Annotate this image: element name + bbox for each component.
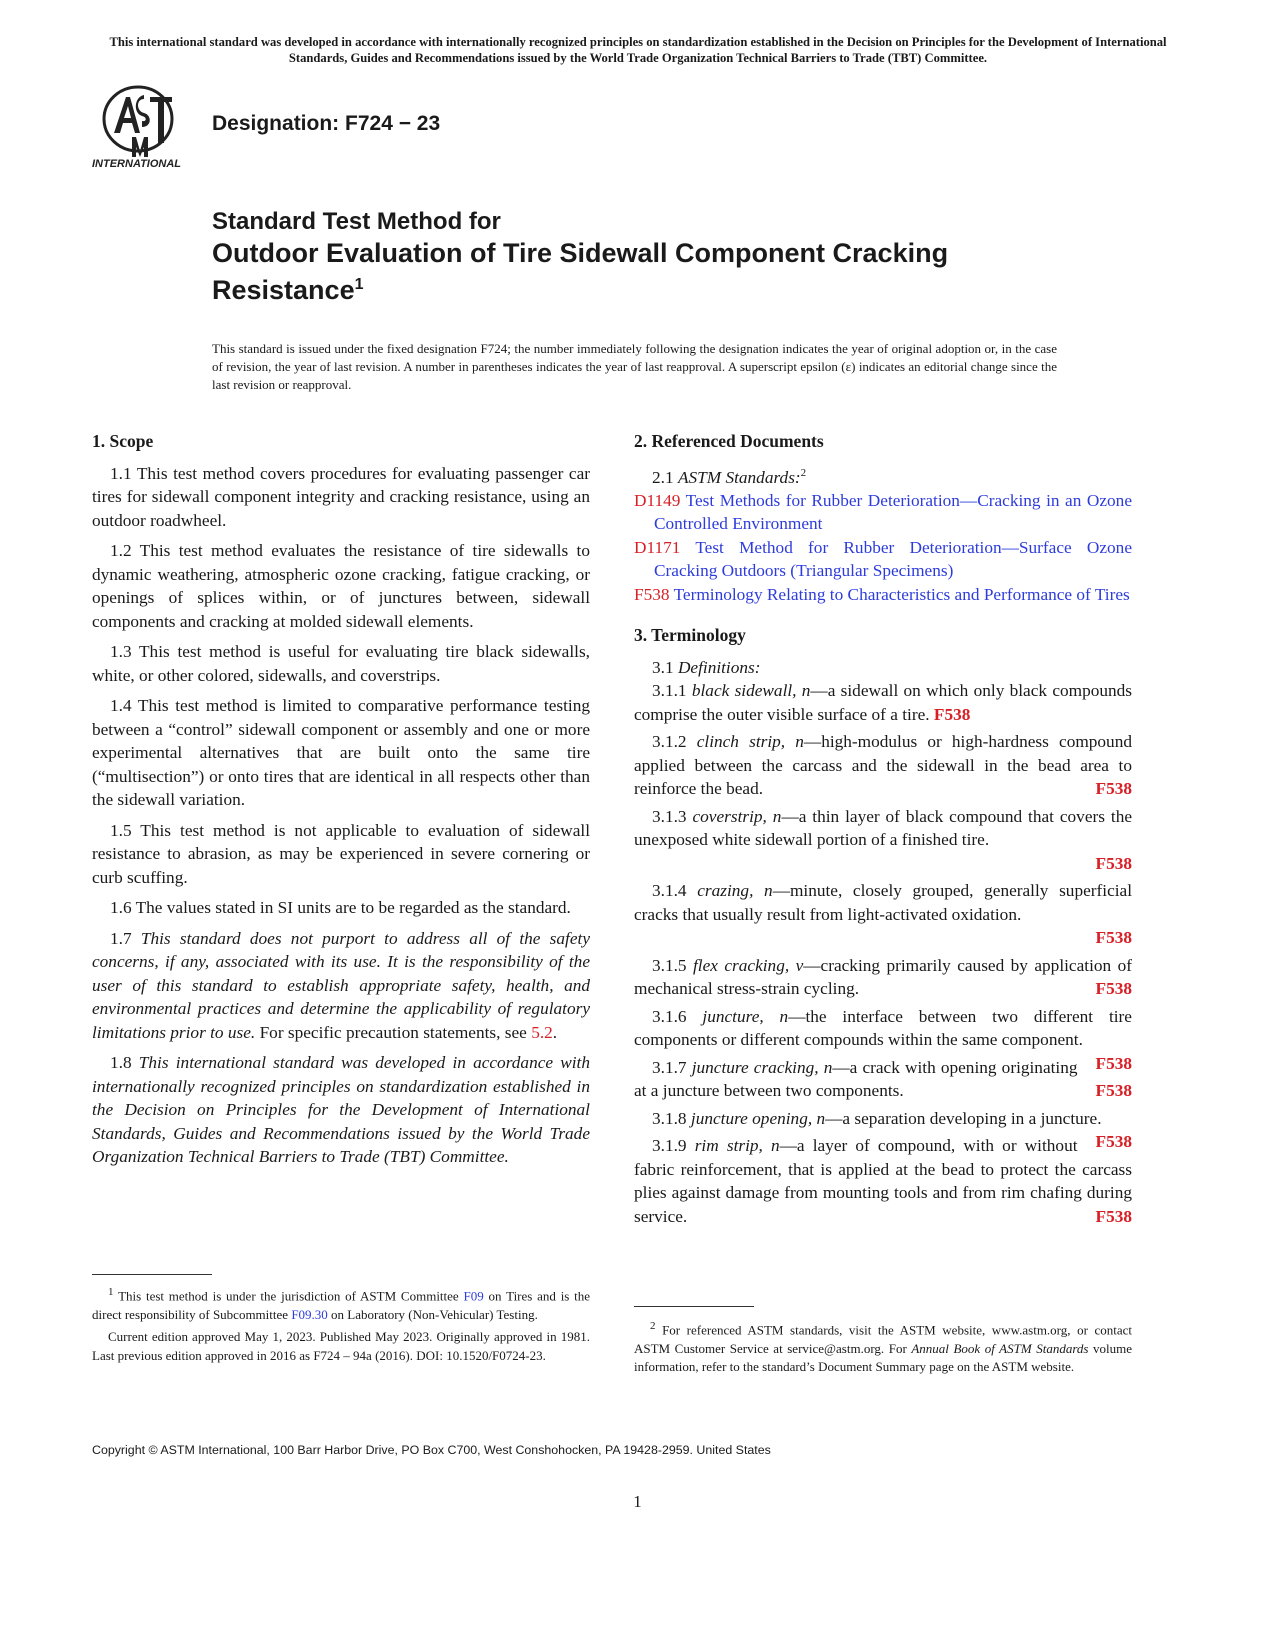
footnote-rule <box>634 1306 754 1307</box>
link-f538[interactable]: F538 <box>1095 779 1132 799</box>
reference-item[interactable]: F538 Terminology Relating to Characteristics and Performance of Tires <box>634 584 1130 604</box>
definition-3-1-5: 3.1.5 flex cracking, v—cracking primarily caused by application of mechanical stress-strain cycling. F538 <box>634 954 1132 1001</box>
definition-3-1-6: 3.1.6 juncture, n—the interface between two different tire components or different compounds within the same component. F538 <box>634 1005 1132 1052</box>
title-line-1: Standard Test Method for <box>212 208 501 235</box>
definitions-label: 3.1 Definitions: <box>652 657 761 677</box>
link-f538[interactable]: F538 <box>1095 928 1132 948</box>
scope-1-8: 1.8 This international standard was developed in accordance with internationally recognized principles on standardization established in the Decision on Principles for the Development of International Standards, Guides and Recommendations issued by the World Trade Organization Technical Barriers to Trade (TBT) Committee. <box>92 1053 590 1166</box>
left-column <box>92 430 590 1176</box>
link-f538[interactable]: F538 <box>1095 1081 1132 1101</box>
scope-1-4: 1.4 This test method is limited to comparative performance testing between a “control” sidewall component or assembly and one or more experimental alternatives that are built onto the same tire (“multisection”) or onto tires that are identical in all respects other than the sidewall variation. <box>92 696 590 809</box>
scope-1-5: 1.5 This test method is not applicable to evaluation of sidewall resistance to abrasion, as may be experienced in severe cornering or curb scuffing. <box>92 820 590 887</box>
scope-heading: 1. Scope <box>92 431 154 451</box>
link-f538[interactable]: F538 <box>1095 1132 1132 1152</box>
scope-1-3: 1.3 This test method is useful for evaluating tire black sidewalls, white, or other colored, sidewalls, and coverstrips. <box>92 642 590 685</box>
link-f538[interactable]: F538 <box>933 704 971 724</box>
referenced-heading: 2. Referenced Documents <box>634 431 824 451</box>
copyright: Copyright © ASTM International, 100 Barr Harbor Drive, PO Box C700, West Conshohocken, PA 19428-2959. United States <box>92 1443 771 1457</box>
page-number: 1 <box>633 1492 642 1511</box>
link-5-2[interactable]: 5.2 <box>531 1022 553 1042</box>
link-f538[interactable]: F538 <box>1095 853 1132 873</box>
link-f538[interactable]: F538 <box>1095 1053 1132 1073</box>
issue-note: This standard is issued under the fixed designation F724; the number immediately following the designation indicates the year of original adoption or, in the case of revision, the year of last revision. A number in parentheses indicates the year of last reapproval. A superscript epsilon (ε) indicates an editorial change since the last revision or reapproval. <box>212 341 1057 392</box>
definition-3-1-4: 3.1.4 crazing, n—minute, closely grouped, generally superficial cracks that usually result from light-activated oxidation. F538 <box>634 879 1132 950</box>
definition-3-1-9: 3.1.9 rim strip, n—a layer of compound, with or without fabric reinforcement, that is applied at the bead to protect the carcass plies against damage from mounting tools and from rim chafing during service. F538 <box>634 1134 1132 1228</box>
scope-1-7: 1.7 This standard does not purport to address all of the safety concerns, if any, associated with its use. It is the responsibility of the user of this standard to establish appropriate safety, health, and environmental practices and determine the applicability of regulatory limitations prior to use. For specific precaution statements, see 5.2. <box>92 928 590 1042</box>
scope-1-2: 1.2 This test method evaluates the resistance of tire sidewalls to dynamic weathering, atmospheric ozone cracking, fatigue cracking, or openings of splices within, or of junctures between, sidewall components and cracking at molded sidewall elements. <box>92 541 590 631</box>
footnote-1: $^1$ This test method is under the jurisdiction of ASTM Committee F09 on Tires and is the direct responsibility of Subcommittee F09.30 on Laboratory (Non-Vehicular) Testing. Current edition approved May 1, 2023. Published May 2023. Originally approved in 1981. Last previous edition approved in 2016 as F724 – 94a (2016). DOI: 10.1520/F0724-23. <box>92 1283 590 1369</box>
top-notice: This international standard was developed in accordance with internationally recognized principles on standardization established in the Decision on Principles for the Development of International Standards, Guides and Recommendations issued by the World Trade Organization Technical Barriers to Trade (TBT) Committee. <box>109 35 1167 65</box>
title-footnote-mark: 1 <box>354 276 364 293</box>
astm-logo <box>92 85 192 171</box>
definition-3-1-8: 3.1.8 juncture opening, n—a separation developing in a juncture. F538 <box>634 1107 1132 1131</box>
definition-3-1-1: 3.1.1 black sidewall, n—a sidewall on which only black compounds comprise the outer visible surface of a tire. F538 <box>634 681 1132 724</box>
designation: Designation: F724 − 23 <box>212 112 441 135</box>
link-f09[interactable]: F09 <box>463 1288 484 1304</box>
reference-item[interactable]: D1149 Test Methods for Rubber Deterioration—Cracking in an Ozone Controlled Environment <box>634 490 1132 534</box>
link-f09-30[interactable]: F09.30 <box>291 1306 328 1322</box>
terminology-heading: 3. Terminology <box>634 625 746 646</box>
footnote-rule <box>92 1274 212 1275</box>
link-f538[interactable]: F538 <box>1095 979 1132 999</box>
title-block <box>212 207 1112 306</box>
definition-3-1-3: 3.1.3 coverstrip, n—a thin layer of black compound that covers the unexposed white sidewall portion of a finished tire. F538 <box>634 805 1132 876</box>
reference-item[interactable]: D1171 Test Method for Rubber Deterioration—Surface Ozone Cracking Outdoors (Triangular Specimens) <box>634 537 1132 581</box>
scope-1-6: 1.6 The values stated in SI units are to be regarded as the standard. <box>110 898 571 917</box>
reference-list <box>634 489 1132 607</box>
astm-standards-label: 2.1 ASTM Standards:$^2$ <box>652 466 807 487</box>
title-line-3: Resistance <box>212 275 355 305</box>
definition-3-1-2: 3.1.2 clinch strip, n—high-modulus or high-hardness compound applied between the carcass and the sidewall in the bead area to reinforce the bead. F538 <box>634 730 1132 801</box>
definition-3-1-7: 3.1.7 juncture cracking, n—a crack with opening originating at a juncture between two components. F538 <box>634 1056 1132 1103</box>
right-column <box>634 430 1132 1232</box>
footnote-2: $^2$ For referenced ASTM standards, visit the ASTM website, www.astm.org, or contact ASTM Customer Service at service@astm.org. For Annual Book of ASTM Standards volume information, refer to the standard’s Document Summary page on the ASTM website. <box>634 1320 1133 1375</box>
edition-note: Current edition approved May 1, 2023. Published May 2023. Originally approved in 1981. Last previous edition approved in 2016 as F724 – 94a (2016). DOI: 10.1520/F0724-23. <box>92 1329 590 1363</box>
title-line-2: Outdoor Evaluation of Tire Sidewall Component Cracking <box>212 238 949 268</box>
scope-1-1: 1.1 This test method covers procedures for evaluating passenger car tires for sidewall component integrity and cracking resistance, using an outdoor roadwheel. <box>92 463 590 530</box>
svg-text:INTERNATIONAL: INTERNATIONAL <box>92 158 182 170</box>
link-f538[interactable]: F538 <box>1095 1206 1132 1226</box>
